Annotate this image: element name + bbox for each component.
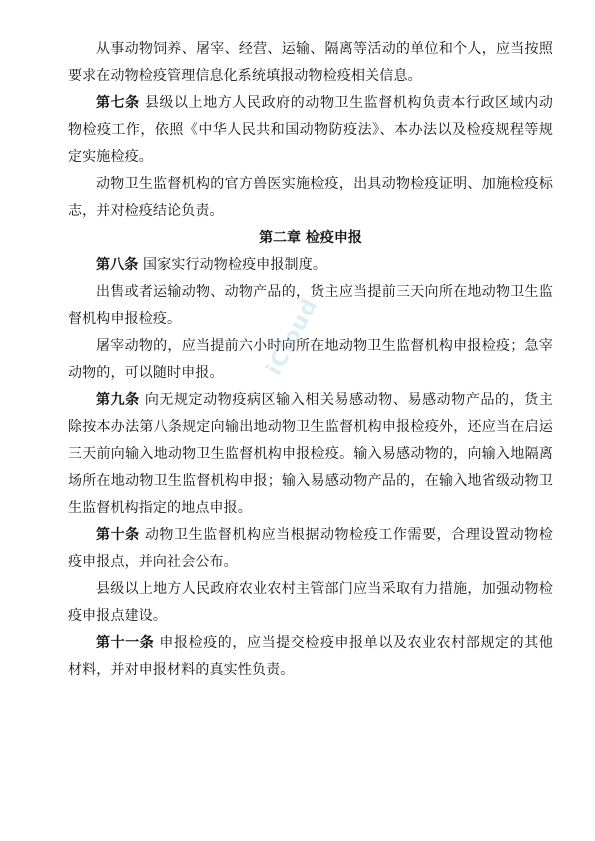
article-10 [68,522,553,576]
article-7-label: 第七条 [96,95,140,111]
article-8-label: 第八条 [96,257,139,273]
watermark: iCloud [262,294,324,380]
article-10-text: 动物卫生监督机构应当根据动物检疫工作需要，合理设置动物检疫申报点，并向社会公布。 [68,527,553,570]
article-9-text: 向无规定动物疫病区输入相关易感动物、易感动物产品的，货主除按本办法第八条规定向输出地动物卫生监督机构申报检疫外，还应当在启运三天前向输入地动物卫生监督机构申报检疫。输入易感动物的，向输入地隔离场所在地动物卫生监督机构申报；输入易感动物产品的，在输入地省级动物卫生监督机构指定的地点申报。 [68,392,553,516]
document-body [68,36,553,684]
article-11-text: 申报检疫的，应当提交检疫申报单以及农业农村部规定的其他材料，并对申报材料的真实性负责。 [68,635,553,678]
article-11 [68,630,553,684]
paragraph-slaughter: 屠宰动物的，应当提前六小时向所在地动物卫生监督机构申报检疫；急宰动物的，可以随时申报。 [68,338,553,381]
paragraph-sale-transport: 出售或者运输动物、动物产品的，货主应当提前三天向所在地动物卫生监督机构申报检疫。 [68,284,553,327]
article-8 [68,252,553,279]
article-7-text: 县级以上地方人民政府的动物卫生监督机构负责本行政区域内动物检疫工作，依照《中华人民共和国动物防疫法》、本办法以及检疫规程等规定实施检疫。 [68,95,553,165]
chapter-2-heading: 第二章 检疫申报 [259,230,362,246]
article-10-label: 第十条 [96,527,140,543]
paragraph-official-vet: 动物卫生监督机构的官方兽医实施检疫，出具动物检疫证明、加施检疫标志，并对检疫结论负责。 [68,176,553,219]
paragraph-info-reporting: 从事动物饲养、屠宰、经营、运输、隔离等活动的单位和个人，应当按照要求在动物检疫管理信息化系统填报动物检疫相关信息。 [68,41,553,84]
article-9 [68,387,553,522]
paragraph-declaration-points: 县级以上地方人民政府农业农村主管部门应当采取有力措施，加强动物检疫申报点建设。 [68,581,553,624]
article-7 [68,90,553,171]
article-11-label: 第十一条 [96,635,155,651]
article-9-label: 第九条 [96,392,140,408]
article-8-text: 国家实行动物检疫申报制度。 [138,257,328,273]
